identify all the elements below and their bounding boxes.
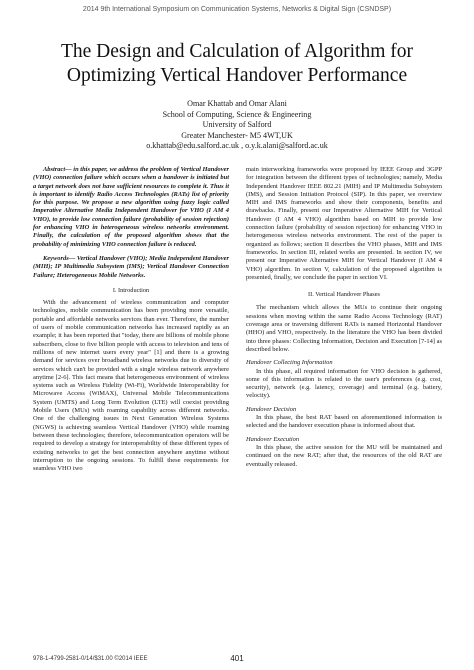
collecting-information-paragraph: In this phase, all required information for VHO decision is gathered, some of this information is related to the user's preferences (e.g. cost, security), network (e.g. latency, coverage) and terminal (e.g. battery, velocity). (246, 367, 442, 400)
author-names: Omar Khattab and Omar Alani (187, 99, 287, 108)
copyright-footer: 978-1-4799-2581-0/14/$31.00 ©2014 IEEE (33, 656, 148, 662)
conference-header: 2014 9th International Symposium on Communication Systems, Networks & Digital Sign (CSNDSP) (82, 6, 392, 13)
left-column (33, 166, 229, 473)
section-2-paragraph: The mechanism which allows the MUs to continue their ongoing sessions when moving within the same Radio Access Technology (RAT) coverage area or traversing different RATs is named Horizontal Handover (HHO) and VHO, respectively. In the literature the VHO has been divided into three phases: Collecting Information, Decision and Execution [7-14] as described below. (246, 304, 442, 353)
page-number: 401 (230, 654, 244, 663)
paper-title (20, 40, 454, 88)
handover-decision-paragraph: In this phase, the best RAT based on aforementioned information is selected and the handover execution phase is informed about that. (246, 414, 442, 430)
author-city: Greater Manchester- M5 4WT,UK (181, 130, 293, 140)
right-intro-continued: main interworking frameworks were proposed by IEEE Group and 3GPP for integration between the different types of technologies; namely, Media Independent Handover IEEE 802.21 (MIH) and IP Multimedia Subsystem (IMS), and Session Initiation Protocol (SIP). In this paper, we overview MIH and IMS frameworks and show their components, benefits and drawbacks. Finally, present our Imperative Alternative MIH for Vertical Handover (I AM 4 VHO) algorithm based on MIH to provide low connection failure (probability of session rejection) for enhancing VHO in heterogeneous wireless networks environment. The rest of the paper is organized as follows; section II describes the VHO phases, MIH and IMS frameworks. In section III, related works are presented. In section IV, we present our Imperative Alternative MIH for Vertical Handover (I AM 4 VHO) algorithm. In section V, calculation of the proposed algorithm is presented, finally, we conclude the paper in section VI. (246, 166, 442, 281)
author-block (0, 99, 474, 152)
keywords: Keywords— Vertical Handover (VHO); Media Independent Handover (MIH); IP Multimedia Subsystem (IMS); Vertical Handover Connection Failure; Heterogeneous Mobile Networks. (33, 254, 229, 279)
subsection-handover-execution: Handover Execution (246, 435, 300, 443)
title-line-1: The Design and Calculation of Algorithm for (60, 41, 413, 62)
subsection-collecting-information: Handover Collecting Information (246, 359, 333, 367)
intro-paragraph: With the advancement of wireless communication and computer technologies, mobile communication has been providing more versatile, portable and affordable networks services than ever. Therefore, the number of users of mobile communication networks has increased rapidly as an example; it has been reported that "today, there are billions of mobile phone subscribers, close to five billion people with access to television and tens of millions of new internet users every year" [1] and there is a growing demand for services over broadband wireless networks due to diversity of services which can't be provided with a single wireless network anywhere anytime [2-6]. This fact means that heterogeneous environment of wireless systems such as Wireless Fidelity (Wi-Fi), Worldwide Interoperability for Microwave Access (WiMAX), Universal Mobile Telecommunications System (UMTS) and Long Term Evolution (LTE) will coexist providing Mobile Users (MUs) with roaming capability across different networks. One of the challenging issues in Next Generation Wireless Systems (NGWS) is achieving seamless Vertical Handover (VHO) while roaming between these technologies; therefore, telecommunication operators will be required to develop a strategy for interoperability of these different types of existing networks to get the best connection anywhere anytime without interruption to the ongoing sessions. To fulfill these requirements for seamless VHO two (33, 299, 229, 473)
abstract: Abstract— in this paper, we address the problem of Vertical Handover (VHO) connection failure which occurs when a handover is initiated but a target network does not have sufficient resources to complete it. Thus it is important to identify Radio Access Technologies (RATs) list of priority for this purpose. We propose a new algorithm using fuzzy logic called Imperative Alternative Media Independent Handover for VHO (I AM 4 VHO), to provide low connection failure (probability of session rejection) for enhancing VHO in heterogeneous wireless networks environment. Finally, the calculation of the proposed algorithm shows that the probability of minimizing VHO connection failure is reduced. (33, 166, 229, 248)
subsection-handover-decision: Handover Decision (246, 405, 297, 413)
title-line-2: Optimizing Vertical Handover Performance (66, 65, 408, 86)
section-1-heading: I. Introduction (112, 286, 150, 294)
author-email: o.khattab@edu.salford.ac.uk , o.y.k.alani@salford.ac.uk (146, 141, 328, 150)
right-column (246, 166, 442, 469)
author-university: University of Salford (202, 120, 272, 129)
handover-execution-paragraph: In this phase, the active session for the MU will be maintained and continued on the new RAT; after that, the resources of the old RAT are eventually released. (246, 443, 442, 468)
section-2-heading: II. Vertical Handover Phases (308, 291, 380, 299)
author-dept: School of Computing, Science & Engineering (162, 109, 312, 119)
